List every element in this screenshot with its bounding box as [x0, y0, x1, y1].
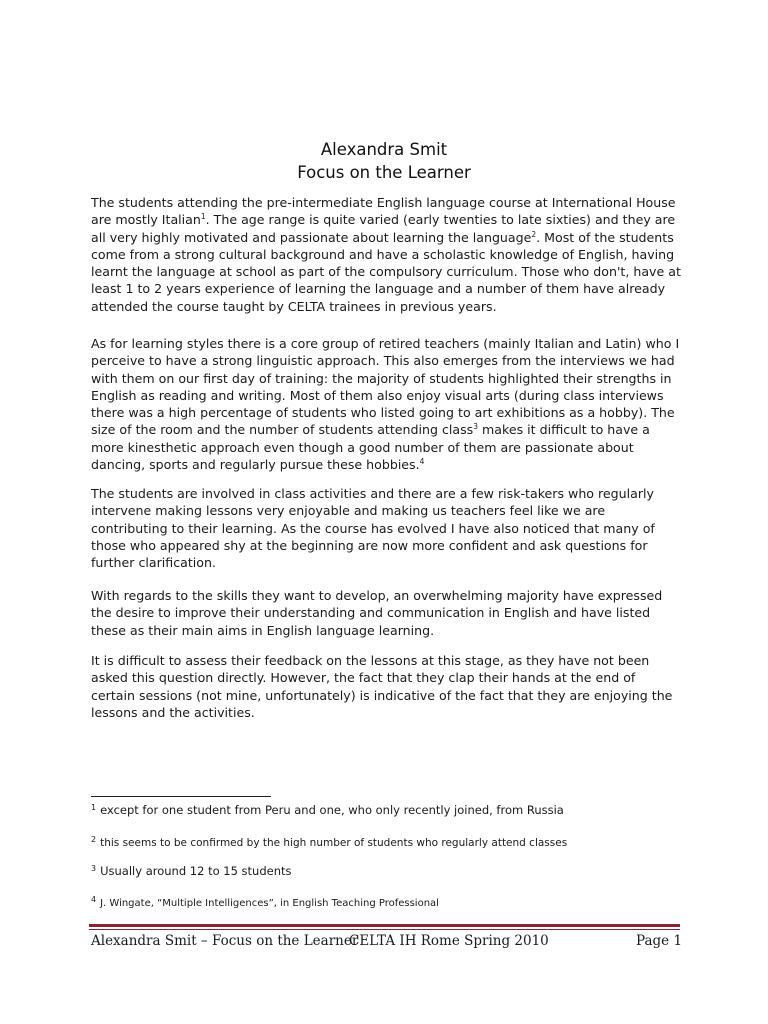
paragraph-1 [91, 194, 683, 315]
footnote-number: 4 [91, 895, 97, 904]
footnote-text: J. Wingate, “Multiple Intelligences”, in English Teaching Professional [100, 898, 439, 909]
paragraph-text: As for learning styles there is a core group of retired teachers (mainly Italian and Latin) who I perceive to have a strong linguistic approach. This also emerges from the interviews we had with them on our first day of training: the majority of students highlighted their strengths in English as reading and writing. Most of them also enjoy visual arts (during class interviews there was a high percentage of students who listed going to art exhibitions as a hobby). The size of the room and the number of students attending class [91, 336, 680, 438]
footnote-ref: 3 [473, 422, 479, 432]
footnote-separator [91, 796, 271, 797]
footnote-text: this seems to be confirmed by the high number of students who regularly attend classes [100, 837, 568, 849]
page-number: Page 1 [636, 933, 683, 949]
footer-rule-thick [89, 924, 680, 927]
footnote-ref: 2 [531, 229, 537, 239]
footnote-number: 3 [91, 864, 97, 873]
footer-center-text: CELTA IH Rome Spring 2010 [349, 933, 549, 949]
paragraph-4 [91, 587, 683, 639]
document-title: Focus on the Learner [297, 163, 471, 182]
footnote-ref: 4 [419, 457, 425, 467]
paragraph-text: The students are involved in class activities and there are a few risk-takers who regularly intervene making lessons very enjoyable and making us teachers feel like we are contributing to their learning. As the course has evolved I have also noticed that many of those who appeared shy at the beginning are now more confident and ask questions for further clarification. [91, 486, 655, 571]
paragraph-text: . Most of the students come from a strong cultural background and have a scholastic knowledge of English, having learnt the language at school as part of the compulsory curriculum. Those who don't, have at least 1 to 2 years experience of learning the language and a number of them have already attended the course taught by CELTA trainees in previous years. [91, 229, 681, 314]
footer-rule-thin [89, 929, 680, 930]
footnote-1 [91, 803, 691, 817]
paragraph-text: makes it difficult to have a more kinesthetic approach even though a good number of them are passionate about dancing, sports and regularly pursue these hobbies. [91, 422, 650, 473]
paragraph-5 [91, 652, 683, 721]
footnote-number: 2 [91, 835, 97, 844]
paragraph-3 [91, 485, 683, 571]
footer-left-text: Alexandra Smit – Focus on the Learner [91, 933, 359, 949]
footnote-2 [91, 835, 691, 849]
author-name: Alexandra Smit [320, 140, 448, 159]
footnote-ref: 1 [200, 212, 206, 222]
paragraph-text: With regards to the skills they want to develop, an overwhelming majority have expressed the desire to improve their understanding and communication in English and have listed these as their main aims in English language learning. [91, 588, 663, 638]
footnote-number: 1 [91, 803, 97, 812]
paragraph-2 [91, 335, 683, 473]
footnote-text: Usually around 12 to 15 students [100, 864, 292, 878]
footnote-text: except for one student from Peru and one, who only recently joined, from Russia [100, 803, 564, 817]
paragraph-text: . The age range is quite varied (early twenties to late sixties) and they are all very highly motivated and passionate about learning the language [91, 212, 676, 245]
footnote-3 [91, 864, 691, 878]
paragraph-text: It is difficult to assess their feedback on the lessons at this stage, as they have not been asked this question directly. However, the fact that they clap their hands at the end of certain sessions (not mine, unfortunately) is indicative of the fact that they are enjoying the lessons and the activities. [91, 653, 673, 720]
paragraph-text: The students attending the pre-intermediate English language course at International House are mostly Italian [91, 195, 676, 228]
footnote-4 [91, 895, 691, 909]
